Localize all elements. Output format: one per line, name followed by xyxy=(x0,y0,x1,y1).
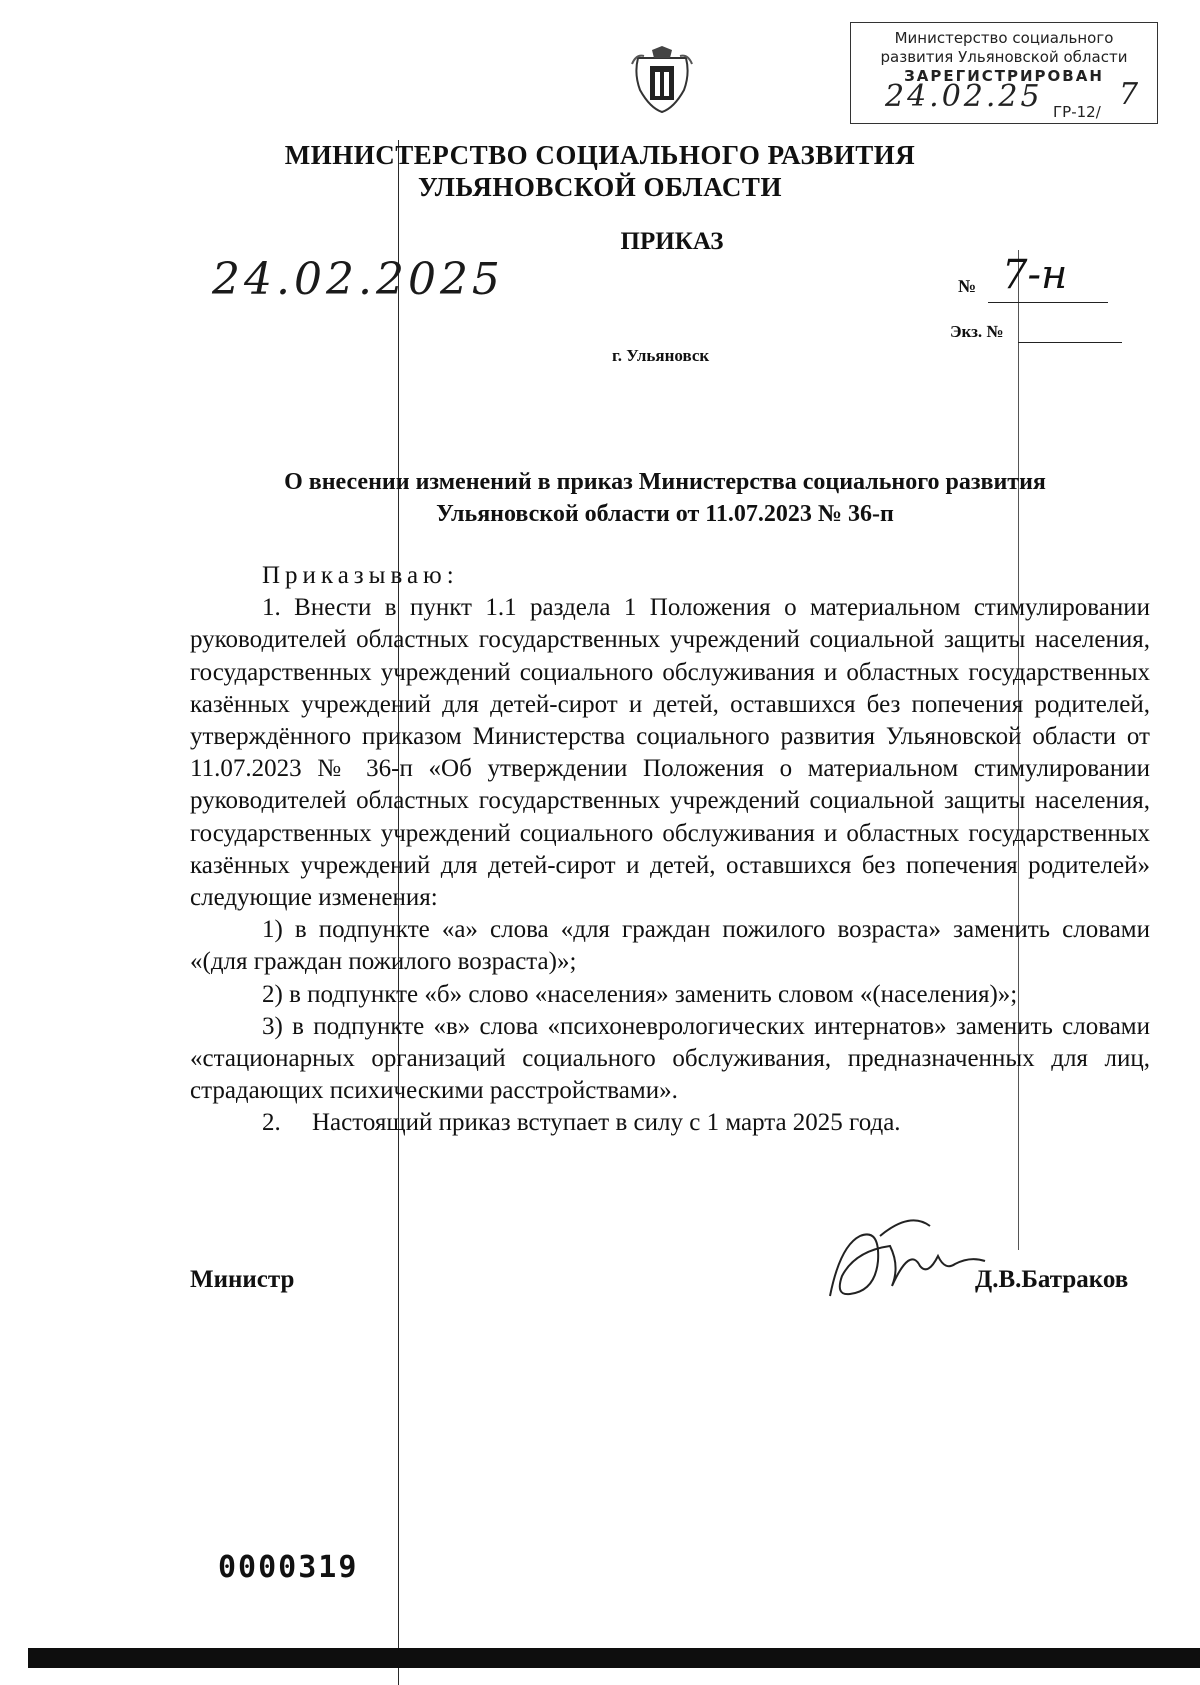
number-underline xyxy=(988,302,1108,303)
city: г. Ульяновск xyxy=(612,346,710,365)
coat-of-arms-icon xyxy=(630,44,694,114)
copy-label: Экз. № xyxy=(950,322,1004,341)
stamp-underline xyxy=(875,123,1089,124)
document-type: ПРИКАЗ xyxy=(620,228,724,255)
handwritten-signature xyxy=(820,1206,990,1316)
order-body xyxy=(190,560,1150,1140)
ministry-title-line-2: УЛЬЯНОВСКОЙ ОБЛАСТИ xyxy=(418,172,782,202)
stamp-date-row xyxy=(865,77,1149,123)
paragraph-1: 1. Внести в пункт 1.1 раздела 1 Положения о материальном стимулировании руководителей областных государственных учреждений социальной защиты населения, государственных учреждений социального обслуживания и областных государственных казённых учреждений для детей-сирот и детей, оставшихся без попечения родителей, утверждённого приказом Министерства социального развития Ульяновской области от 11.07.2023 № 36-п «Об утверждении Положения о материальном стимулировании руководителей областных государственных учреждений социальной защиты населения, государственных учреждений социального обслуживания и областных государственных казённых учреждений для детей-сирот и детей, оставшихся без попечения родителей» следующие изменения: xyxy=(190,594,1150,912)
stamp-group: ГР-12/ xyxy=(1053,103,1101,121)
order-date: 24.02.2025 xyxy=(212,254,504,305)
scan-bottom-band xyxy=(28,1648,1200,1668)
stamp-line-2: развития Ульяновской области xyxy=(880,48,1128,66)
heading-line-2: Ульяновской области от 11.07.2023 № 36-п xyxy=(436,501,894,527)
order-word: Приказываю: xyxy=(262,562,459,589)
signer-name: Д.В.Батраков xyxy=(975,1266,1129,1293)
registration-stamp xyxy=(850,22,1158,124)
signer-position: Министр xyxy=(190,1266,295,1293)
stamp-date: 24.02.25 xyxy=(885,79,1043,114)
stamp-group-number: 7 xyxy=(1119,77,1139,112)
registration-number: 0000319 xyxy=(218,1550,359,1585)
number-label: № xyxy=(958,276,977,296)
stamp-line-1: Министерство социального xyxy=(894,29,1114,47)
paragraph-1-sub-3: 3) в подпункте «в» слова «психоневрологических интернатов» заменить словами «стационарных организаций социального обслуживания, предназначенных для лиц, страдающих психическими расстройствами». xyxy=(190,1012,1150,1105)
paragraph-1-sub-1: 1) в подпункте «а» слова «для граждан пожилого возраста» заменить словами «(для граждан пожилого возраста)»; xyxy=(190,916,1150,976)
copy-underline xyxy=(1018,342,1122,343)
stamp-status: ЗАРЕГИСТРИРОВАН xyxy=(904,67,1104,85)
paragraph-1-sub-2: 2) в подпункте «б» слово «населения» заменить словом «(населения)»; xyxy=(262,980,1018,1008)
order-number: 7-н xyxy=(1002,252,1068,298)
paragraph-2: 2. Настоящий приказ вступает в силу с 1 марта 2025 года. xyxy=(262,1109,901,1137)
order-heading xyxy=(200,466,1130,530)
heading-line-1: О внесении изменений в приказ Министерства социального развития xyxy=(284,469,1046,495)
ministry-title-line-1: МИНИСТЕРСТВО СОЦИАЛЬНОГО РАЗВИТИЯ xyxy=(284,140,916,170)
